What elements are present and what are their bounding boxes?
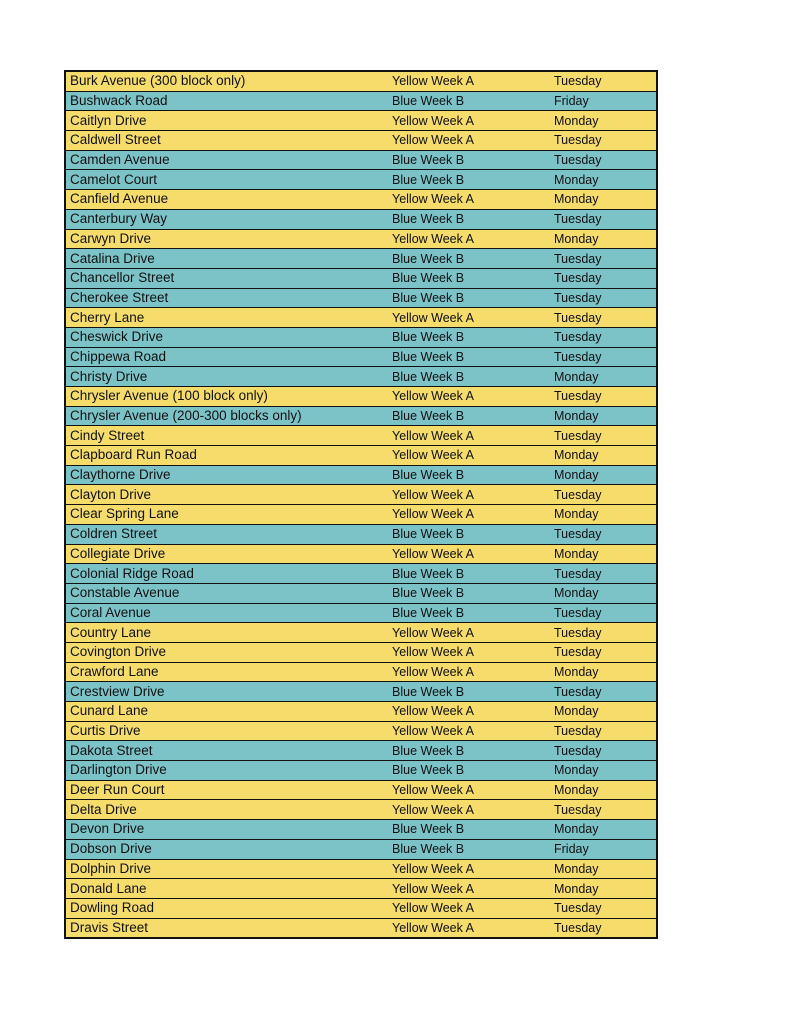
pickup-day-cell: Tuesday [550, 603, 657, 623]
table-row [65, 544, 657, 564]
pickup-day-cell: Tuesday [550, 564, 657, 584]
table-row [65, 465, 657, 485]
street-name-cell: Dolphin Drive [65, 859, 388, 879]
table-row [65, 780, 657, 800]
pickup-week-cell: Blue Week B [388, 406, 550, 426]
street-name-cell: Burk Avenue (300 block only) [65, 71, 388, 91]
pickup-week-cell: Blue Week B [388, 150, 550, 170]
street-name-cell: Country Lane [65, 623, 388, 643]
pickup-day-cell: Tuesday [550, 898, 657, 918]
pickup-week-cell: Yellow Week A [388, 702, 550, 722]
street-name-cell: Cherokee Street [65, 288, 388, 308]
pickup-week-cell: Yellow Week A [388, 446, 550, 466]
pickup-day-cell: Tuesday [550, 347, 657, 367]
street-name-cell: Coldren Street [65, 524, 388, 544]
pickup-day-cell: Tuesday [550, 721, 657, 741]
table-row [65, 623, 657, 643]
pickup-week-cell: Blue Week B [388, 367, 550, 387]
table-row [65, 131, 657, 151]
pickup-day-cell: Monday [550, 879, 657, 899]
pickup-week-cell: Yellow Week A [388, 387, 550, 407]
pickup-week-cell: Blue Week B [388, 741, 550, 761]
pickup-week-cell: Yellow Week A [388, 879, 550, 899]
street-name-cell: Dravis Street [65, 918, 388, 938]
pickup-day-cell: Friday [550, 91, 657, 111]
street-name-cell: Bushwack Road [65, 91, 388, 111]
street-name-cell: Dobson Drive [65, 839, 388, 859]
pickup-day-cell: Monday [550, 505, 657, 525]
pickup-week-cell: Yellow Week A [388, 485, 550, 505]
street-name-cell: Dakota Street [65, 741, 388, 761]
pickup-week-cell: Yellow Week A [388, 111, 550, 131]
pickup-week-cell: Blue Week B [388, 603, 550, 623]
pickup-day-cell: Monday [550, 662, 657, 682]
table-row [65, 387, 657, 407]
pickup-week-cell: Yellow Week A [388, 308, 550, 328]
table-row [65, 583, 657, 603]
table-row [65, 800, 657, 820]
street-name-cell: Collegiate Drive [65, 544, 388, 564]
pickup-week-cell: Yellow Week A [388, 780, 550, 800]
pickup-week-cell: Yellow Week A [388, 642, 550, 662]
pickup-week-cell: Blue Week B [388, 524, 550, 544]
street-name-cell: Chancellor Street [65, 268, 388, 288]
pickup-day-cell: Monday [550, 367, 657, 387]
pickup-week-cell: Blue Week B [388, 288, 550, 308]
street-name-cell: Catalina Drive [65, 249, 388, 269]
pickup-day-cell: Tuesday [550, 249, 657, 269]
pickup-week-cell: Blue Week B [388, 583, 550, 603]
pickup-day-cell: Tuesday [550, 800, 657, 820]
pickup-week-cell: Blue Week B [388, 682, 550, 702]
pickup-day-cell: Tuesday [550, 682, 657, 702]
street-name-cell: Colonial Ridge Road [65, 564, 388, 584]
pickup-week-cell: Blue Week B [388, 761, 550, 781]
pickup-day-cell: Tuesday [550, 485, 657, 505]
street-name-cell: Crawford Lane [65, 662, 388, 682]
pickup-week-cell: Yellow Week A [388, 623, 550, 643]
table-row [65, 524, 657, 544]
pickup-week-cell: Blue Week B [388, 268, 550, 288]
pickup-day-cell: Monday [550, 111, 657, 131]
pickup-day-cell: Monday [550, 229, 657, 249]
pickup-day-cell: Monday [550, 446, 657, 466]
table-row [65, 820, 657, 840]
pickup-week-cell: Yellow Week A [388, 426, 550, 446]
table-row [65, 839, 657, 859]
table-row [65, 918, 657, 938]
street-name-cell: Carwyn Drive [65, 229, 388, 249]
street-name-cell: Cherry Lane [65, 308, 388, 328]
pickup-week-cell: Yellow Week A [388, 859, 550, 879]
pickup-day-cell: Monday [550, 702, 657, 722]
pickup-week-cell: Blue Week B [388, 209, 550, 229]
street-name-cell: Coral Avenue [65, 603, 388, 623]
schedule-body [65, 71, 657, 938]
street-name-cell: Clapboard Run Road [65, 446, 388, 466]
table-row [65, 347, 657, 367]
table-row [65, 898, 657, 918]
pickup-day-cell: Monday [550, 761, 657, 781]
table-row [65, 662, 657, 682]
pickup-day-cell: Monday [550, 544, 657, 564]
street-name-cell: Camden Avenue [65, 150, 388, 170]
street-name-cell: Devon Drive [65, 820, 388, 840]
pickup-day-cell: Monday [550, 780, 657, 800]
street-name-cell: Deer Run Court [65, 780, 388, 800]
table-row [65, 268, 657, 288]
table-row [65, 327, 657, 347]
pickup-week-cell: Yellow Week A [388, 71, 550, 91]
pickup-week-cell: Blue Week B [388, 249, 550, 269]
street-name-cell: Crestview Drive [65, 682, 388, 702]
pickup-week-cell: Yellow Week A [388, 662, 550, 682]
table-row [65, 367, 657, 387]
street-name-cell: Chrysler Avenue (200-300 blocks only) [65, 406, 388, 426]
pickup-week-cell: Yellow Week A [388, 800, 550, 820]
table-row [65, 485, 657, 505]
table-row [65, 170, 657, 190]
street-name-cell: Christy Drive [65, 367, 388, 387]
pickup-day-cell: Monday [550, 583, 657, 603]
pickup-day-cell: Tuesday [550, 327, 657, 347]
pickup-day-cell: Friday [550, 839, 657, 859]
street-name-cell: Clear Spring Lane [65, 505, 388, 525]
pickup-day-cell: Tuesday [550, 288, 657, 308]
table-row [65, 406, 657, 426]
pickup-day-cell: Tuesday [550, 623, 657, 643]
pickup-week-cell: Yellow Week A [388, 918, 550, 938]
street-name-cell: Caldwell Street [65, 131, 388, 151]
street-name-cell: Dowling Road [65, 898, 388, 918]
table-row [65, 209, 657, 229]
table-row [65, 190, 657, 210]
pickup-week-cell: Yellow Week A [388, 505, 550, 525]
pickup-week-cell: Yellow Week A [388, 544, 550, 564]
pickup-week-cell: Yellow Week A [388, 721, 550, 741]
pickup-week-cell: Yellow Week A [388, 898, 550, 918]
pickup-week-cell: Yellow Week A [388, 190, 550, 210]
table-row [65, 603, 657, 623]
pickup-day-cell: Tuesday [550, 150, 657, 170]
street-name-cell: Cheswick Drive [65, 327, 388, 347]
pickup-day-cell: Tuesday [550, 308, 657, 328]
pickup-day-cell: Tuesday [550, 209, 657, 229]
street-name-cell: Cunard Lane [65, 702, 388, 722]
pickup-day-cell: Monday [550, 465, 657, 485]
street-name-cell: Canterbury Way [65, 209, 388, 229]
schedule-table [64, 70, 658, 939]
street-name-cell: Claythorne Drive [65, 465, 388, 485]
table-row [65, 249, 657, 269]
pickup-day-cell: Tuesday [550, 741, 657, 761]
street-name-cell: Chippewa Road [65, 347, 388, 367]
pickup-day-cell: Tuesday [550, 426, 657, 446]
street-name-cell: Cindy Street [65, 426, 388, 446]
table-row [65, 741, 657, 761]
pickup-week-cell: Blue Week B [388, 564, 550, 584]
street-name-cell: Constable Avenue [65, 583, 388, 603]
table-row [65, 859, 657, 879]
street-name-cell: Curtis Drive [65, 721, 388, 741]
street-name-cell: Clayton Drive [65, 485, 388, 505]
pickup-day-cell: Tuesday [550, 268, 657, 288]
table-row [65, 761, 657, 781]
table-row [65, 642, 657, 662]
pickup-week-cell: Yellow Week A [388, 229, 550, 249]
pickup-day-cell: Tuesday [550, 642, 657, 662]
pickup-day-cell: Monday [550, 170, 657, 190]
table-row [65, 446, 657, 466]
table-row [65, 721, 657, 741]
table-row [65, 426, 657, 446]
pickup-day-cell: Tuesday [550, 524, 657, 544]
street-name-cell: Camelot Court [65, 170, 388, 190]
table-row [65, 229, 657, 249]
pickup-week-cell: Blue Week B [388, 170, 550, 190]
street-name-cell: Chrysler Avenue (100 block only) [65, 387, 388, 407]
street-name-cell: Darlington Drive [65, 761, 388, 781]
street-name-cell: Covington Drive [65, 642, 388, 662]
table-row [65, 564, 657, 584]
pickup-week-cell: Yellow Week A [388, 131, 550, 151]
pickup-day-cell: Monday [550, 190, 657, 210]
table-row [65, 71, 657, 91]
street-name-cell: Canfield Avenue [65, 190, 388, 210]
table-row [65, 150, 657, 170]
pickup-day-cell: Monday [550, 859, 657, 879]
street-name-cell: Delta Drive [65, 800, 388, 820]
table-row [65, 91, 657, 111]
table-row [65, 702, 657, 722]
table-row [65, 308, 657, 328]
pickup-week-cell: Blue Week B [388, 347, 550, 367]
table-row [65, 682, 657, 702]
table-row [65, 288, 657, 308]
table-row [65, 879, 657, 899]
pickup-day-cell: Monday [550, 406, 657, 426]
pickup-day-cell: Tuesday [550, 131, 657, 151]
street-name-cell: Donald Lane [65, 879, 388, 899]
table-row [65, 111, 657, 131]
pickup-day-cell: Tuesday [550, 71, 657, 91]
pickup-day-cell: Tuesday [550, 918, 657, 938]
street-name-cell: Caitlyn Drive [65, 111, 388, 131]
pickup-week-cell: Blue Week B [388, 839, 550, 859]
pickup-day-cell: Tuesday [550, 387, 657, 407]
pickup-day-cell: Monday [550, 820, 657, 840]
pickup-week-cell: Blue Week B [388, 465, 550, 485]
pickup-week-cell: Blue Week B [388, 327, 550, 347]
pickup-week-cell: Blue Week B [388, 91, 550, 111]
pickup-week-cell: Blue Week B [388, 820, 550, 840]
table-row [65, 505, 657, 525]
